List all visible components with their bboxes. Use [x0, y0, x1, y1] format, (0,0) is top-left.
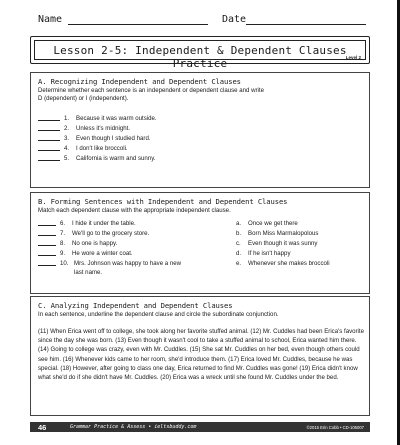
section-b-instructions: Match each dependent clause with the appropriate independent clause.	[38, 207, 231, 214]
answer-blank[interactable]	[38, 225, 56, 226]
match-option: a. Once we get there	[236, 220, 298, 227]
list-item: 8. No one is happy.	[38, 240, 117, 248]
section-c-instructions: In each sentence, underline the dependent clause and circle the subordinate conjunction.	[38, 311, 279, 318]
page-number: 46	[38, 422, 47, 432]
match-option: d. If he isn't happy	[236, 250, 291, 257]
lesson-title-box	[30, 36, 370, 70]
footer-bar	[30, 422, 370, 432]
footer-credit: ©2015 Erin Cobb • CD-105007	[306, 424, 364, 430]
date-label: Date	[222, 14, 247, 25]
answer-blank[interactable]	[38, 120, 60, 121]
footer-title: Grammar Practice & Assess • ieltsbuddy.com	[70, 424, 197, 430]
section-a-title: A. Recognizing Independent and Dependent Clauses	[38, 77, 241, 86]
section-c-title: C. Analyzing Independent and Dependent Clauses	[38, 301, 233, 310]
section-b	[30, 192, 370, 294]
answer-blank[interactable]	[38, 245, 56, 246]
list-item: 1. Because it was warm outside.	[38, 115, 157, 123]
answer-blank[interactable]	[38, 130, 60, 131]
story-paragraph[interactable]: (11) When Erica went off to college, she took along her favorite stuffed animal. (12) Mr. Cuddles had been Erica's favorite since the day she was born. (13) Even though it wasn't cool to take a stuffed animal to school, Erica wanted him there. (14) Going to college was crazy, even with Mr. Cuddles. (15) She sat Mr. Cuddles on her bed, even though others could see him. (16) Whenever kids came to her room, she'd introduce them. (17) Erica loved Mr. Cuddles, because he was special. (18) However, after going to class one day, Erica returned to find Mr. Cuddles was gone! (19) Erica didn't know what she'd do if she didn't have Mr. Cuddles. (20) Erica was a wreck until she found Mr. Cuddles under the bed.	[38, 328, 364, 382]
section-c	[30, 296, 370, 416]
list-item: 10. Mrs. Johnson was happy to have a new	[38, 260, 181, 268]
list-item: 2. Unless it's midnight.	[38, 125, 130, 133]
answer-blank[interactable]	[38, 150, 60, 151]
answer-blank[interactable]	[38, 255, 56, 256]
section-a-instructions-2: D (dependent) or I (independent).	[38, 95, 129, 102]
section-b-title: B. Forming Sentences with Independent and Dependent Clauses	[38, 197, 288, 206]
level-label: Level 2	[345, 55, 361, 60]
match-option: b. Born Miss Marmalopolous	[236, 230, 319, 237]
date-field[interactable]	[246, 24, 366, 25]
match-option: e. Whenever she makes broccoli	[236, 260, 330, 267]
answer-blank[interactable]	[38, 160, 60, 161]
lesson-title: Lesson 2-5: Independent & Dependent Clauses Practice	[53, 44, 347, 70]
section-a	[30, 72, 370, 188]
list-item: 5. California is warm and sunny.	[38, 155, 155, 163]
match-option: c. Even though it was sunny	[236, 240, 318, 247]
list-item: 3. Even though I studied hard.	[38, 135, 151, 143]
list-item: 9. He wore a winter coat.	[38, 250, 133, 258]
name-label: Name	[38, 14, 63, 25]
list-item-continued: last name.	[74, 269, 103, 276]
answer-blank[interactable]	[38, 235, 56, 236]
answer-blank[interactable]	[38, 265, 56, 266]
answer-blank[interactable]	[38, 140, 60, 141]
list-item: 6. I hide it under the table.	[38, 220, 136, 228]
list-item: 7. We'll go to the grocery store.	[38, 230, 149, 238]
section-a-instructions-1: Determine whether each sentence is an independent or dependent clause and write	[38, 87, 264, 94]
list-item: 4. I don't like broccoli.	[38, 145, 128, 153]
name-field[interactable]	[68, 24, 208, 25]
